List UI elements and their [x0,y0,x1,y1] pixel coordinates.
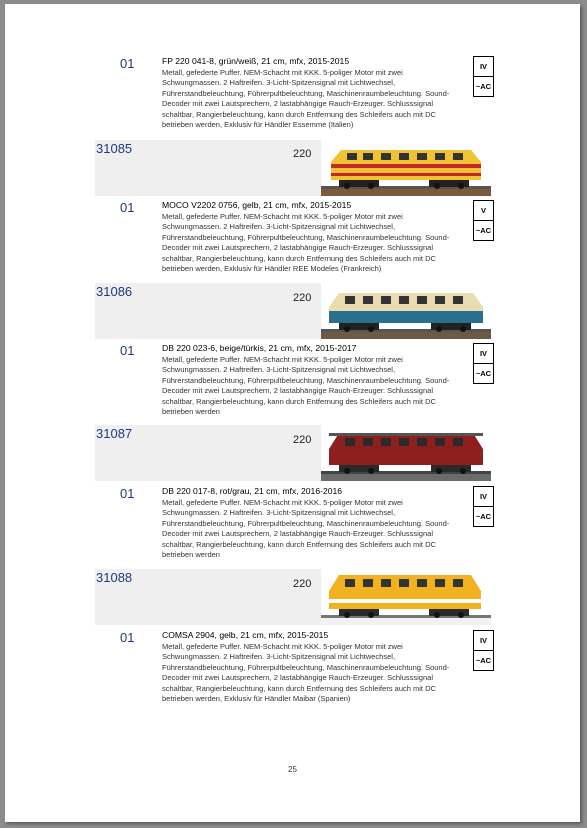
epoch-system-badge [473,56,494,97]
entry-description: Metall, gefederte Puffer. NEM-Schacht mit KKK. 5-poliger Motor mit zwei Schwungmassen. 2 Haftreifen. 3-Licht-Spitzensignal mit Lichtwechsel, Führerstandbeleuchtung, Führerpultbeleuchtung, Maschinenraumbeleuchtung. Sound-Decoder mit zwei Lautsprechern, 2 lastabhängige Rauch-Erzeuger. Schlusssignal schaltbar, Rangierbeleuchtung, kann durch Entfernung des Schleifers auch mit DC betrieben werden [162,355,450,417]
variant-number: 01 [120,56,135,71]
epoch-label: V [480,206,486,215]
entry-description: Metall, gefederte Puffer. NEM-Schacht mit KKK. 5-poliger Motor mit zwei Schwungmassen. 2 Haftreifen. 3-Licht-Spitzensignal mit Lichtwechsel, Führerstandbeleuchtung, Führerpultbeleuchtung, Maschinenraumbeleuchtung. Sound-Decoder mit zwei Lautsprechern, 2 lastabhängige Rauch-Erzeuger. Schlusssignal schaltbar, Rangierbeleuchtung, kann durch Entfernung des Schleifers auch mit DC betrieben werden, Exklusiv für Händler REE Modeles (Frankreich) [162,212,450,274]
article-number: 31088 [96,570,133,585]
epoch-system-badge [473,486,494,527]
system-label: ~AC [474,220,493,240]
entry-description: Metall, gefederte Puffer. NEM-Schacht mit KKK. 5-poliger Motor mit zwei Schwungmassen. 2 Haftreifen. 3-Licht-Spitzensignal mit Lichtwechsel, Führerstandbeleuchtung, Führerpultbeleuchtung, Maschinenraumbeleuchtung. Sound-Decoder mit zwei Lautsprechern, 2 lastabhängige Rauch-Erzeuger. Schlusssignal schaltbar, Rangierbeleuchtung, kann durch Entfernung des Schleifers auch mit DC betrieben werden, Exklusiv für Händler Essemme (Italien) [162,68,450,130]
variant-number: 01 [120,200,135,215]
variant-number: 01 [120,486,135,501]
system-label: ~AC [474,76,493,96]
system-label: ~AC [474,506,493,526]
variant-number: 01 [120,343,135,358]
locomotive-image [321,425,491,481]
locomotive-image [321,283,491,339]
article-type: 220 [293,578,312,590]
entry-title: MOCO V2202 0756, gelb, 21 cm, mfx, 2015-2015 [162,200,352,210]
epoch-label: IV [479,62,488,71]
epoch-system-badge [473,200,494,241]
article-type: 220 [293,148,312,160]
article-number: 31087 [96,426,133,441]
epoch-label: IV [479,636,488,645]
catalog-page [5,4,580,822]
entry-title: FP 220 041-8, grün/weiß, 21 cm, mfx, 2015-2015 [162,56,350,66]
article-number: 31085 [96,141,133,156]
entry-title: DB 220 023-6, beige/türkis, 21 cm, mfx, 2015-2017 [162,343,357,353]
system-label: ~AC [474,363,493,383]
system-label: ~AC [474,650,493,670]
entry-title: COMSA 2904, gelb, 21 cm, mfx, 2015-2015 [162,630,329,640]
article-type: 220 [293,292,312,304]
variant-number: 01 [120,630,135,645]
locomotive-image [321,140,491,196]
article-type: 220 [293,434,312,446]
entry-description: Metall, gefederte Puffer. NEM-Schacht mit KKK. 5-poliger Motor mit zwei Schwungmassen. 2 Haftreifen. 3-Licht-Spitzensignal mit Lichtwechsel, Führerstandbeleuchtung, Führerpultbeleuchtung, Maschinenraumbeleuchtung. Sound-Decoder mit zwei Lautsprechern, 2 lastabhängige Rauch-Erzeuger. Schlusssignal schaltbar, Rangierbeleuchtung, kann durch Entfernung des Schleifers auch mit DC betrieben werden [162,498,450,560]
locomotive-image [321,569,491,625]
entry-description: Metall, gefederte Puffer. NEM-Schacht mit KKK. 5-poliger Motor mit zwei Schwungmassen. 2 Haftreifen. 3-Licht-Spitzensignal mit Lichtwechsel, Führerstandbeleuchtung, Führerpultbeleuchtung, Maschinenraumbeleuchtung. Sound-Decoder mit zwei Lautsprechern, 2 lastabhängige Rauch-Erzeuger. Schlusssignal schaltbar, Rangierbeleuchtung, kann durch Entfernung des Schleifers auch mit DC betrieben werden, Exklusiv für Händler Maibar (Spanien) [162,642,450,704]
epoch-system-badge [473,343,494,384]
epoch-system-badge [473,630,494,671]
entry-title: DB 220 017-8, rot/grau, 21 cm, mfx, 2016-2016 [162,486,343,496]
epoch-label: IV [479,492,488,501]
epoch-label: IV [479,349,488,358]
page-number: 25 [288,765,297,774]
article-number: 31086 [96,284,133,299]
